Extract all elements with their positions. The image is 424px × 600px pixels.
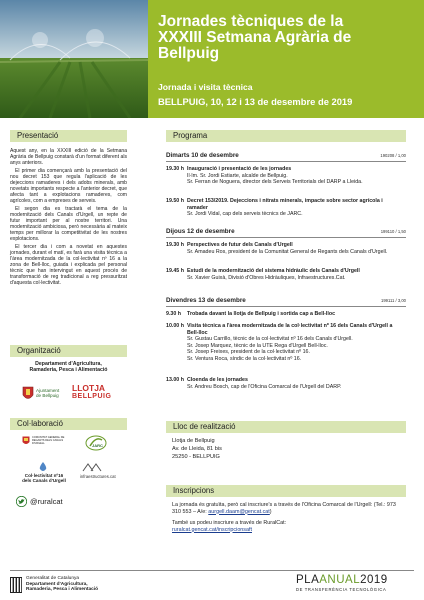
program-item: 10.00 h Visita tècnica a l'àrea modernitzada de la col·lectivitat nº 16 dels Canals d'Urgell a Bell-lloc Sr. Gustau Carrillo, tècnic de la col·lectivitat nº 16 dels Canals d'Urgell. Sr. Josep Marquez, tècnic de la UTE Rega d'Urgell Bell-lloc. Sr. Josep Freixes, president de la col·lectivitat nº 16. Sr. Ventura Roca, síndic de la col·lectivitat nº 16. [166,323,393,362]
social-handle: @ruralcat [30,497,63,506]
shield-icon [22,436,30,446]
program-day-header: Divendres 13 de desembre 199111 / 3,00 [166,297,406,307]
social-ruralcat[interactable] [16,496,86,508]
page-title: Jornades tècniques de la XXXIII Setmana Agrària de Bellpuig [158,13,352,62]
inscripcions-ruralcat: També us podeu inscriure a través de RuralCat: ruralcat.gencat.cat/inscripcionsaft [172,520,404,533]
program-item: 19.30 h Perspectives de futur dels Canals d'Urgell Sr. Amadeu Ros, president de la Comunitat General de Regants dels Canals d'Urgell. [166,242,388,255]
program-item: 19.30 h Inauguració i presentació de les jornades Il·lm. Sr. Jordi Estiarte, alcalde de Bellpuig. Sr. Ferran de Noguera, director dels Serveis Territorials del DARP a Lleida. [166,166,363,186]
section-programa-heading: Programa [166,130,406,142]
section-presentacio-heading: Presentació [10,130,127,142]
section-organitzacio-heading: Organització [10,345,127,357]
presentacio-paragraph: El segon dia es tractarà el tema de la modernització dels Canals d'Urgell, un repte de futur important per al nostre territori. Una modernització ambiciosa, però necessària al mateix temps per millorar la competitivitat de les nostres explotacions. [10,206,127,243]
shield-icon [22,386,34,402]
generalitat-logo: Generalitat de Catalunya Departament d'Agricultura, Ramaderia, Pesca i Alimentació [10,576,140,596]
event-dates: BELLPUIG, 10, 12 i 13 de desembre de 2019 [158,96,353,107]
program-day-header: Dijous 12 de desembre 199110 / 1,50 [166,228,406,238]
ruralcat-link[interactable]: ruralcat.gencat.cat/inscripcionsaft [172,526,252,533]
presentacio-paragraph: El primer dia començarà amb la presentació del nou decret 153 que regula l'aplicació de les dejeccions ramaderes i dels adobs minerals, amb novetats importants respecte a l'anterior decret, que afecta tant a explotacions ramaderes, com agrícoles, com a empreses de serveis. [10,167,127,205]
email-link[interactable]: aurgell.daam@gencat.cat [208,508,270,515]
header-banner [148,0,424,118]
presentacio-paragraph: El tercer dia i com a novetat en aquestes jornades, durant el matí, es farà una visita tècnica a l'àrea modernitzada de la col·lectivitat nº 16 a la zona de Bell-lloc, guiada i explicada pel personal tècnic que han intervingut en aquest procés de transformació de reg tradicional a reg pressuritzat d'aquesta col·lectivitat. [10,244,127,287]
ajuntament-bellpuig-logo: Ajuntament de Bellpuig [22,384,62,404]
footer-divider [10,570,414,571]
presentacio-paragraph: Aquest any, en la XXXIII edició de la Setmana Agrària de Bellpuig constarà d'un format diferent als anys anteriors. [10,148,127,167]
infraestructures-logo: infraestructures.cat [80,462,124,484]
program-day-header: Dimarts 10 de desembre 190208 / 1,00 [166,152,406,162]
section-collaboracio-heading: Col·laboració [10,418,127,430]
organizer-department: Departament d'Agricultura, Ramaderia, Pesca i Alimentació [29,361,108,374]
venue-address: Llotja de Bellpuig Av. de Lleida, 81 bis 25250 - BELLPUIG [172,438,222,460]
infraestructures-icon [82,463,106,472]
twitter-icon [16,496,27,507]
program-item: 19.50 h Decret 153/2019. Dejeccions i nitrats minerals, impacte sobre sector agrícola i ramader Sr. Jordi Vidal, cap dels serveis tècnics de JARC. [166,198,383,218]
presentacio-text [10,148,127,288]
section-inscripcions-heading: Inscripcions [166,485,406,497]
header-photo [0,0,148,118]
comunitat-regants-logo: COMUNITAT GENERAL DE REGANTS DELS CANALS D'URGELL [22,434,70,454]
section-lloc-heading: Lloc de realització [166,421,406,433]
program-item: 9.30 h Trobada davant la llotja de Bellpuig i sortida cap a Bell-lloc [166,311,336,317]
water-drop-icon [38,462,48,472]
collectivitat-16-logo: Col·lectivitat nº16 dels Canals d'Urgell [16,462,72,484]
catalan-flag-icon [10,577,22,593]
pla-anual-logo: PLAANUAL2019 DE TRANSFERÈNCIA TECNOLÒGICA [296,574,388,592]
jarc-logo: JARC [82,434,118,454]
program-item: 19.45 h Estudi de la modernització del sistema hidràulic dels Canals d'Urgell Sr. Xavier Guixà, Divisió d'Obres Hidràuliques, Infraestructures.Cat. [166,268,360,281]
program-item: 13.00 h Cloenda de les jornades Sr. Andreu Bosch, cap de l'Oficina Comarcal de l'Urgell del DARP. [166,377,342,390]
inscripcions-text: La jornada és gratuïta, però cal inscriure's a través de l'Oficina Comarcal de l'Urgell: (Tel.: 973 310 553 – A/e: aurgell.daam@gencat.cat) [172,502,396,515]
llotja-bellpuig-logo: LLOTJA BELLPUIG [72,383,112,400]
page-subtitle: Jornada i visita tècnica [158,82,253,92]
